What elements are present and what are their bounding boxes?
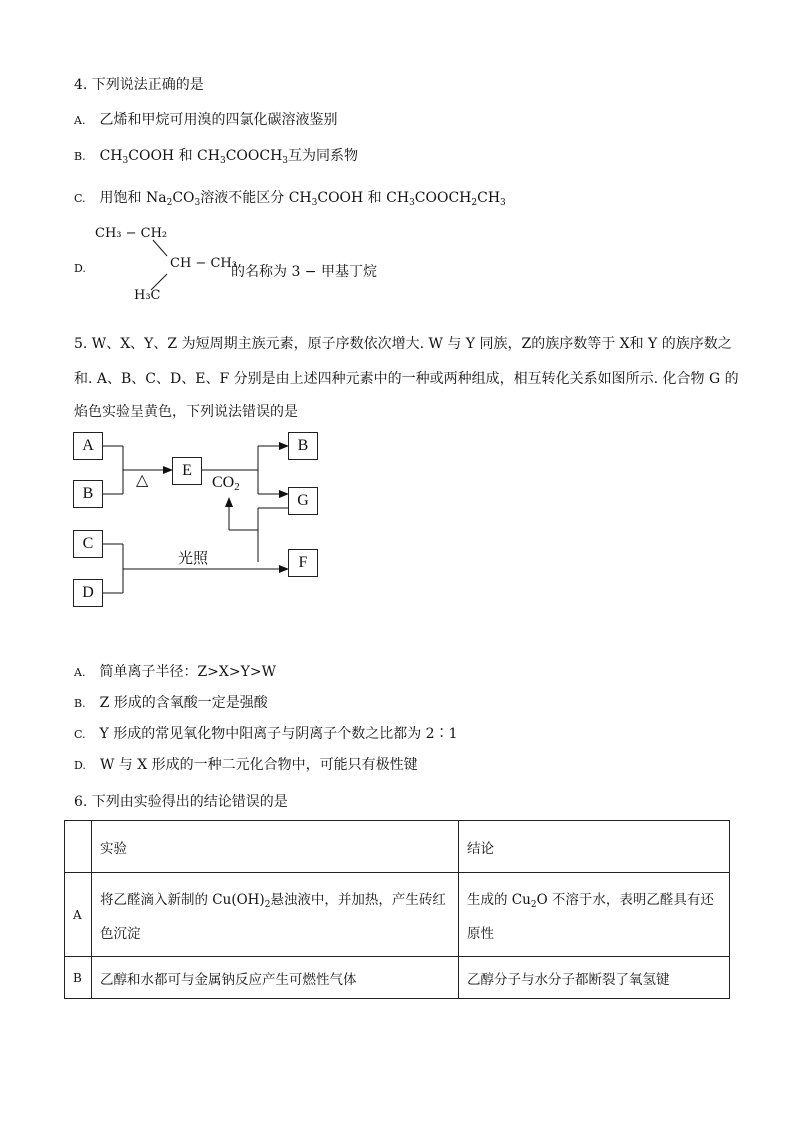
- formula-sub: 3: [311, 198, 318, 208]
- struct-bottom: H₃C: [134, 288, 161, 303]
- table-header-row: [65, 821, 730, 873]
- table-row: [65, 957, 730, 999]
- node-e: E: [172, 457, 202, 485]
- node-b: B: [73, 480, 103, 508]
- option-text: 互为同系物: [288, 148, 359, 164]
- formula-sub: 2: [166, 198, 173, 208]
- formula-part: COOH 和 CH: [317, 190, 410, 206]
- option-label: C.: [74, 192, 86, 205]
- co2-sub: 2: [234, 481, 240, 493]
- option-label: A.: [74, 666, 86, 679]
- cell-line: 原性: [467, 925, 494, 942]
- table-row: [65, 873, 730, 957]
- q5-option-a: [74, 661, 276, 681]
- experiment-cell: 乙醇和水都可与金属钠反应产生可燃性气体: [92, 957, 459, 999]
- formula-sub: 3: [219, 156, 226, 166]
- q5-stem-line1: 5. W、X、Y、Z 为短周期主族元素，原子序数依次增大. W 与 Y 同族，Z的族序数等于 X和 Y 的族序数之: [74, 336, 732, 352]
- experiment-table: [64, 820, 730, 999]
- node-a: A: [73, 432, 103, 460]
- q4-option-d-text: 的名称为 3 − 甲基丁烷: [231, 264, 377, 280]
- option-text: 用饱和 Na: [99, 190, 167, 206]
- q5-option-d: [74, 754, 418, 774]
- node-b-product: B: [288, 432, 318, 460]
- q5-stem-line2: 和. A、B、C、D、E、F 分别是由上述四种元素中的一种或两种组成，相互转化关系如图所示. 化合物 G 的: [74, 371, 739, 387]
- formula-sub: 3: [409, 198, 415, 208]
- struct-top: CH₃ − CH₂: [95, 226, 168, 241]
- formula-sub: 2: [530, 899, 537, 910]
- cell-text: 将乙醛滴入新制的 Cu(OH): [100, 891, 265, 908]
- formula-part: COOCH: [414, 190, 472, 206]
- option-text: 溶液不能区分 CH: [200, 190, 312, 206]
- node-g: G: [288, 487, 318, 515]
- conclusion-cell: [459, 873, 730, 957]
- light-label: 光照: [178, 549, 209, 567]
- header-experiment: 实验: [92, 821, 459, 873]
- q4-stem: 4. 下列说法正确的是: [74, 77, 204, 93]
- option-label: A.: [74, 114, 86, 127]
- node-d: D: [73, 579, 103, 607]
- formula-sub: 3: [282, 156, 289, 166]
- formula-part: COOH 和 CH: [128, 148, 220, 164]
- cell-line: [467, 881, 721, 919]
- conclusion-cell: 乙醇分子与水分子都断裂了氧氢键: [459, 957, 730, 999]
- cell-line: [100, 881, 450, 919]
- q4-option-d-label: D.: [74, 262, 86, 275]
- option-text: 简单离子半径：Z>X>Y>W: [99, 664, 276, 680]
- heat-symbol: △: [136, 470, 149, 489]
- header-empty-cell: [65, 821, 92, 873]
- cell-line: 色沉淀: [100, 925, 141, 942]
- cell-text: O 不溶于水，表明乙醛具有还: [536, 891, 714, 908]
- option-text: Y 形成的常见氧化物中阳离子与阴离子个数之比都为 2∶1: [99, 726, 458, 742]
- formula-part: COOCH: [225, 148, 283, 164]
- formula-part: CH: [99, 148, 123, 164]
- option-label: D.: [74, 759, 86, 772]
- formula-sub: 3: [194, 198, 201, 208]
- struct-mid: CH − CH₃: [170, 256, 237, 271]
- formula-part: CH: [477, 190, 501, 206]
- co2-label: [212, 474, 240, 492]
- q6-stem: 6. 下列由实验得出的结论错误的是: [74, 794, 288, 810]
- node-f: F: [288, 549, 318, 577]
- experiment-cell: [92, 873, 459, 957]
- header-conclusion: 结论: [459, 821, 730, 873]
- row-label: A: [65, 873, 92, 957]
- option-text: Z 形成的含氧酸一定是强酸: [99, 695, 268, 711]
- q5-option-c: [74, 723, 458, 743]
- node-c: C: [73, 530, 103, 558]
- formula-part: CO: [172, 190, 195, 206]
- q5-stem-line3: 焰色实验呈黄色，下列说法错误的是: [74, 404, 298, 420]
- cell-text: 悬浊液中，并加热，产生砖红: [270, 891, 446, 908]
- formula-sub: 3: [500, 198, 506, 208]
- formula-sub: 2: [264, 899, 271, 910]
- formula-sub: 2: [471, 198, 478, 208]
- formula-sub: 3: [122, 156, 129, 166]
- option-text: W 与 X 形成的一种二元化合物中，可能只有极性键: [99, 757, 418, 773]
- q5-option-b: [74, 692, 268, 712]
- row-label: B: [65, 957, 92, 999]
- option-text: 乙烯和甲烷可用溴的四氯化碳溶液鉴别: [99, 112, 338, 128]
- option-label: C.: [74, 728, 86, 741]
- option-label: B.: [74, 150, 86, 163]
- cell-text: 生成的 Cu: [467, 891, 531, 908]
- co2-text: CO: [212, 474, 235, 491]
- option-label: B.: [74, 697, 86, 710]
